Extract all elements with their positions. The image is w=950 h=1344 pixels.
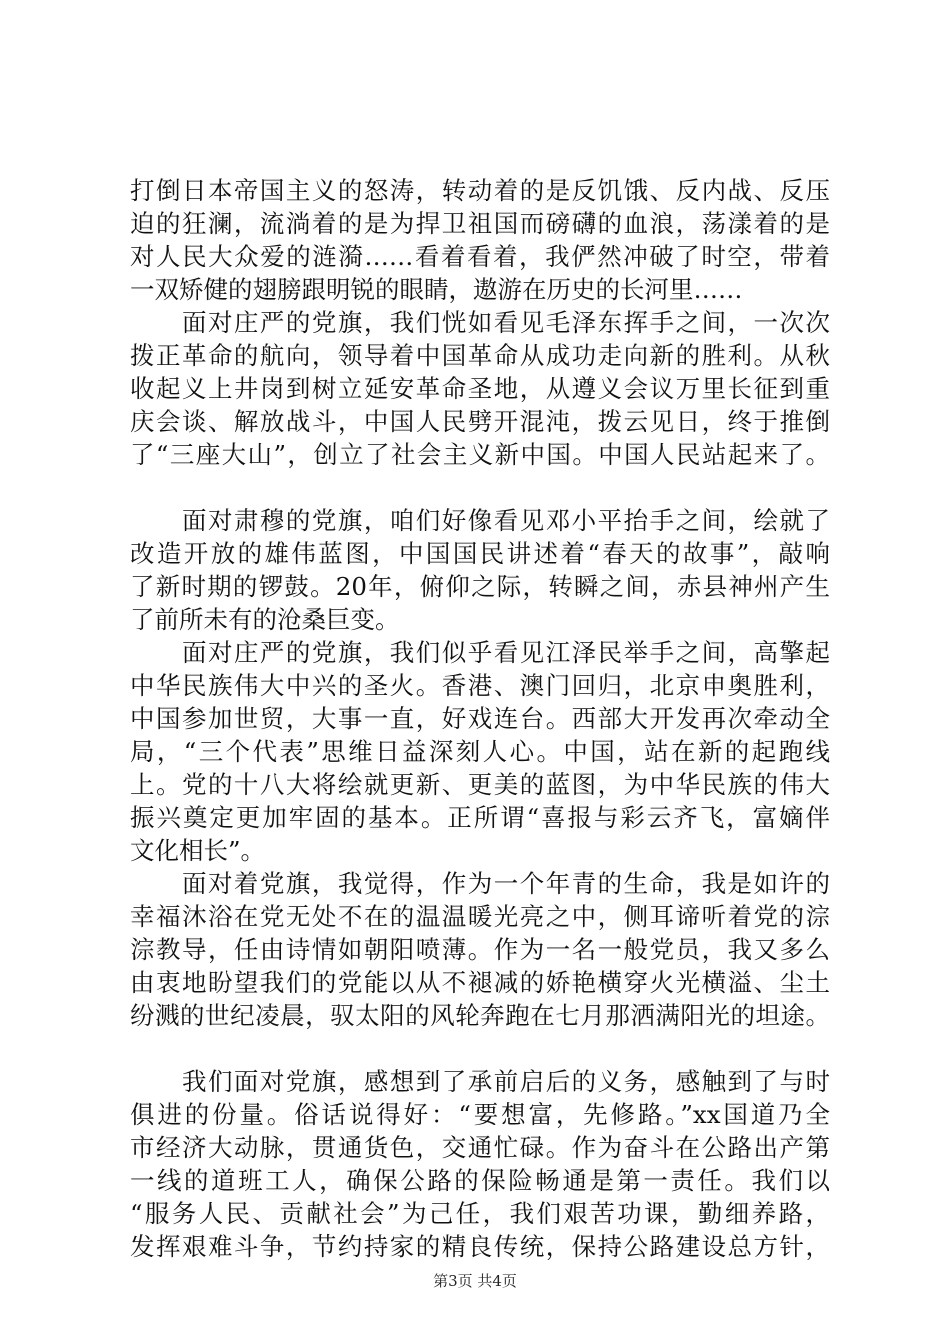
text-line: “服务人民、贡献社会”为己任，我们艰苦功课，勤细养路， — [130, 1199, 830, 1228]
text-line: 淙教导，任由诗情如朝阳喷薄。作为一名一般党员，我又多么 — [130, 935, 830, 964]
text-line: 振兴奠定更加牢固的基本。正所谓“喜报与彩云齐飞，富嫡伴 — [130, 803, 830, 832]
text-line: 由衷地盼望我们的党能以从不褪减的娇艳横穿火光横溢、尘土 — [130, 968, 830, 997]
text-line: 拨正革命的航向，领导着中国革命从成功走向新的胜利。从秋 — [130, 341, 830, 370]
text-line: 了“三座大山”，创立了社会主义新中国。中国人民站起来了。 — [130, 440, 830, 469]
text-line: 迫的狂澜，流淌着的是为捍卫祖国而磅礴的血浪，荡漾着的是 — [130, 209, 830, 238]
page-footer: 第3页 共4页 — [433, 1272, 517, 1290]
text-line: 中华民族伟大中兴的圣火。香港、澳门回归，北京申奥胜利， — [130, 671, 830, 700]
text-line: 中国参加世贸，大事一直，好戏连台。西部大开发再次牵动全 — [130, 704, 830, 733]
text-line: 上。党的十八大将绘就更新、更美的蓝图，为中华民族的伟大 — [130, 770, 830, 799]
paragraph-gap — [130, 1032, 830, 1065]
text-line: 收起义上井岗到树立延安革命圣地，从遵义会议万里长征到重 — [130, 374, 830, 403]
text-line: 庆会谈、解放战斗，中国人民劈开混沌，拨云见日，终于推倒 — [130, 407, 830, 436]
text-line: 了新时期的锣鼓。20年，俯仰之际，转瞬之间，赤县神州产生 — [130, 572, 830, 601]
text-line: 局，“三个代表”思维日益深刻人心。中国，站在新的起跑线 — [130, 737, 830, 766]
text-line: 面对着党旗，我觉得，作为一个年青的生命，我是如许的 — [130, 869, 830, 898]
paragraph-gap — [130, 471, 830, 504]
text-line: 俱进的份量。俗话说得好：“要想富，先修路。”xx国道乃全 — [130, 1100, 830, 1129]
text-line: 对人民大众爱的涟漪……看着看着，我俨然冲破了时空，带着 — [130, 242, 830, 271]
text-line: 一线的道班工人，确保公路的保险畅通是第一责任。我们以 — [130, 1166, 830, 1195]
text-line: 改造开放的雄伟蓝图，中国国民讲述着“春天的故事”，敲响 — [130, 539, 830, 568]
text-line: 面对肃穆的党旗，咱们好像看见邓小平抬手之间，绘就了 — [130, 506, 830, 535]
text-line: 我们面对党旗，感想到了承前启后的义务，感触到了与时 — [130, 1067, 830, 1096]
text-line: 市经济大动脉，贯通货色，交通忙碌。作为奋斗在公路出产第 — [130, 1133, 830, 1162]
text-line: 发挥艰难斗争，节约持家的精良传统，保持公路建设总方针， — [130, 1232, 830, 1261]
text-line: 打倒日本帝国主义的怒涛，转动着的是反饥饿、反内战、反压 — [130, 176, 830, 205]
text-line: 面对庄严的党旗，我们恍如看见毛泽东挥手之间，一次次 — [130, 308, 830, 337]
document-body — [130, 174, 830, 1263]
text-line: 了前所未有的沧桑巨变。 — [130, 605, 400, 634]
text-line: 面对庄严的党旗，我们似乎看见江泽民举手之间，高擎起 — [130, 638, 830, 667]
text-line: 一双矫健的翅膀跟明锐的眼睛，遨游在历史的长河里…… — [130, 275, 743, 304]
text-line: 幸福沐浴在党无处不在的温温暖光亮之中，侧耳谛听着党的淙 — [130, 902, 830, 931]
text-line: 文化相长”。 — [130, 836, 266, 865]
text-line: 纷溅的世纪凌晨，驭太阳的风轮奔跑在七月那洒满阳光的坦途。 — [130, 1001, 830, 1030]
